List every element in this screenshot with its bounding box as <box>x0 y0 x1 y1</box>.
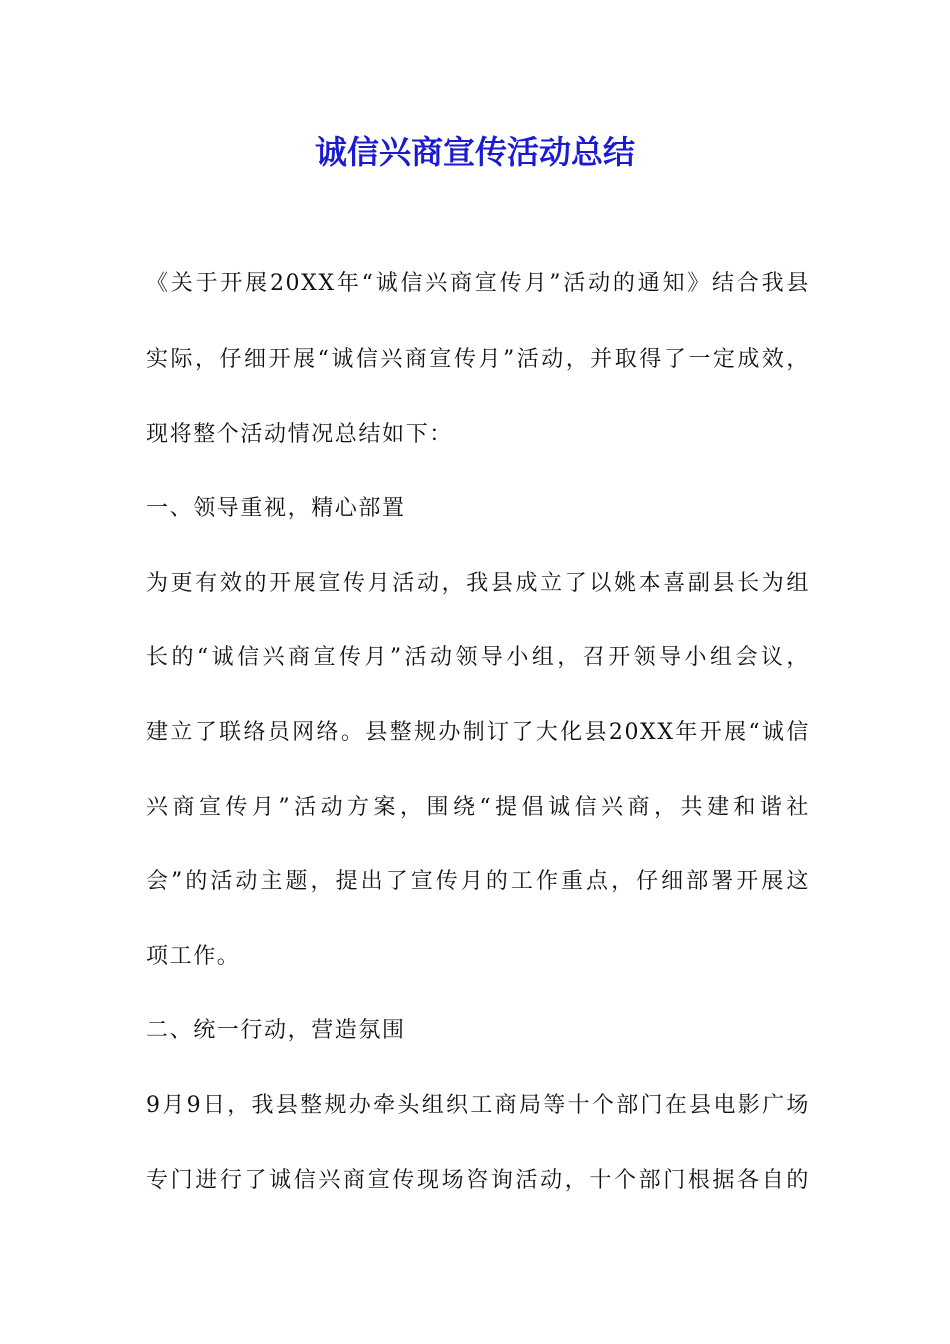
paragraph-line-2: 实际，仔细开展“诚信兴商宣传月”活动，并取得了一定成效， <box>146 347 810 372</box>
document-title: 诚信兴商宣传活动总结 <box>314 133 635 171</box>
paragraph-line-12: 9月9日，我县整规办牵头组织工商局等十个部门在县电影广场 <box>146 1093 810 1118</box>
section-heading-2: 二、统一行动，营造氛围 <box>146 1018 406 1043</box>
paragraph-line-5: 为更有效的开展宣传月活动，我县成立了以姚本喜副县长为组 <box>146 571 810 596</box>
section-heading-1: 一、领导重视，精心部置 <box>146 496 406 521</box>
paragraph-line-13: 专门进行了诚信兴商宣传现场咨询活动，十个部门根据各自的 <box>146 1168 810 1193</box>
paragraph-line-1: 《关于开展20XX年“诚信兴商宣传月”活动的通知》结合我县 <box>146 271 810 296</box>
paragraph-line-9: 会”的活动主题，提出了宣传月的工作重点，仔细部署开展这 <box>146 869 810 894</box>
paragraph-line-8: 兴商宣传月”活动方案，围绕“提倡诚信兴商，共建和谐社 <box>146 795 810 820</box>
paragraph-line-3: 现将整个活动情况总结如下： <box>146 422 453 447</box>
paragraph-line-10: 项工作。 <box>146 944 241 969</box>
paragraph-line-7: 建立了联络员网络。县整规办制订了大化县20XX年开展“诚信 <box>146 720 810 745</box>
paragraph-line-6: 长的“诚信兴商宣传月”活动领导小组，召开领导小组会议， <box>146 645 810 670</box>
